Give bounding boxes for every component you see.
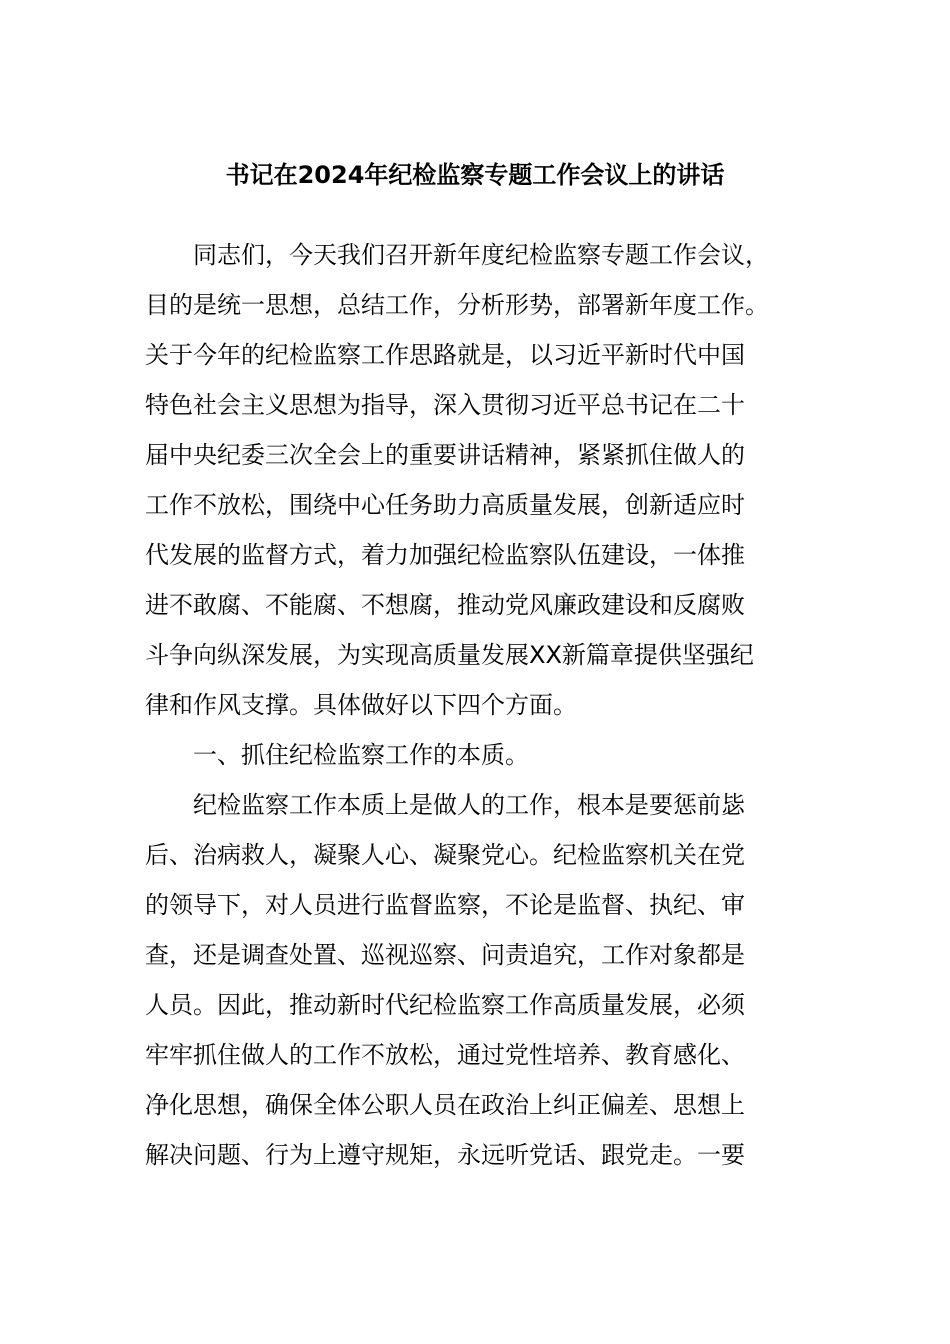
text-line: 人员。因此，推动新时代纪检监察工作高质量发展，必须 (145, 991, 745, 1019)
text-line: 的领导下，对人员进行监督监察，不论是监督、执纪、审 (145, 891, 745, 919)
text-line: 届中央纪委三次全会上的重要讲话精神，紧紧抓住做人的 (145, 441, 745, 469)
text-line: 目的是统一思想，总结工作，分析形势，部署新年度工作。 (145, 291, 769, 319)
document-body (145, 230, 807, 1180)
paragraph-section-one (145, 780, 807, 1180)
text-line: 同志们，今天我们召开新年度纪检监察专题工作会议， (193, 241, 769, 269)
section-heading (145, 730, 807, 780)
paragraph-intro (145, 230, 807, 730)
text-line: 纪检监察工作本质上是做人的工作，根本是要惩前毖 (193, 791, 745, 819)
text-line: 关于今年的纪检监察工作思路就是，以习近平新时代中国 (145, 341, 745, 369)
document-title: 书记在2024年纪检监察专题工作会议上的讲话 (225, 161, 725, 189)
text-line: 解决问题、行为上遵守规矩，永远听党话、跟党走。一要 (145, 1141, 745, 1169)
text-line: 斗争向纵深发展，为实现高质量发展XX新篇章提供坚强纪 (145, 641, 754, 669)
text-line: 律和作风支撑。具体做好以下四个方面。 (145, 691, 577, 719)
text-line: 后、治病救人，凝聚人心、凝聚党心。纪检监察机关在党 (145, 841, 745, 869)
text-line: 代发展的监督方式，着力加强纪检监察队伍建设，一体推 (145, 541, 745, 569)
text-line: 进不敢腐、不能腐、不想腐，推动党风廉政建设和反腐败 (145, 591, 745, 619)
text-line: 查，还是调查处置、巡视巡察、问责追究，工作对象都是 (145, 941, 745, 969)
text-line: 净化思想，确保全体公职人员在政治上纠正偏差、思想上 (145, 1091, 745, 1119)
text-line: 特色社会主义思想为指导，深入贯彻习近平总书记在二十 (145, 391, 745, 419)
text-line: 工作不放松，围绕中心任务助力高质量发展，创新适应时 (145, 491, 745, 519)
text-line: 一、抓住纪检监察工作的本质。 (193, 741, 529, 769)
text-line: 牢牢抓住做人的工作不放松，通过党性培养、教育感化、 (145, 1041, 745, 1069)
